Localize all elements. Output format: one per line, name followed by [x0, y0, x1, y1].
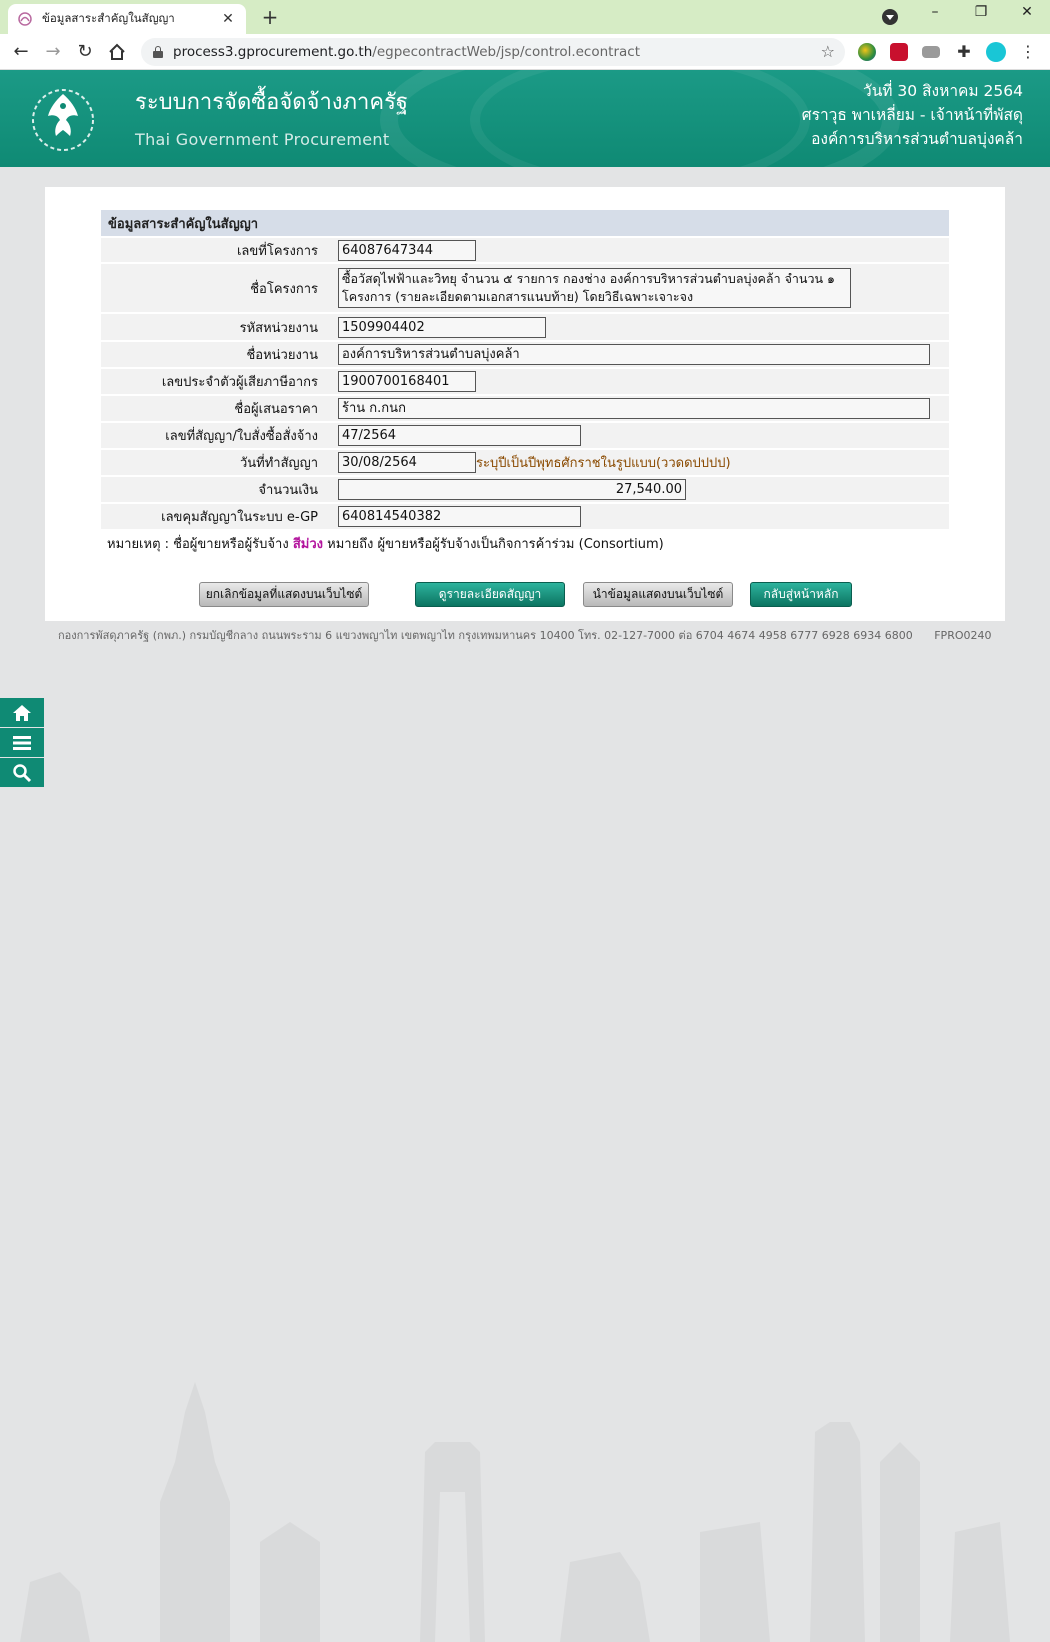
- publish-button[interactable]: นำข้อมูลแสดงบนเว็บไซต์: [583, 582, 733, 607]
- note-prefix: หมายเหตุ : ชื่อผู้ขายหรือผู้รับจ้าง: [107, 537, 289, 552]
- project-number-field[interactable]: 64087647344: [338, 240, 476, 261]
- bidder-name-field[interactable]: ร้าน ก.กนก: [338, 398, 930, 419]
- agency-name-field[interactable]: องค์การบริหารส่วนตำบลบุ่งคล้า: [338, 344, 930, 365]
- browser-menu-icon[interactable]: ⋮: [1020, 42, 1036, 61]
- url-host: process3.gprocurement.go.th: [173, 44, 373, 60]
- view-contract-button[interactable]: ดูรายละเอียดสัญญา: [415, 582, 565, 607]
- extension-globe-icon[interactable]: [858, 43, 876, 61]
- egp-control-number-field[interactable]: 640814540382: [338, 506, 581, 527]
- search-icon: [12, 763, 32, 783]
- page-code: FPRO0240: [934, 629, 992, 642]
- contract-number-field[interactable]: 47/2564: [338, 425, 581, 446]
- background-temple-silhouette: [0, 1382, 1050, 1642]
- footer: [58, 626, 992, 644]
- agency-name-label: ชื่อหน่วยงาน: [101, 342, 327, 367]
- table-row: [101, 450, 949, 475]
- table-row: [101, 504, 949, 529]
- egp-control-number-label: เลขคุมสัญญาในระบบ e-GP: [101, 504, 327, 529]
- tab-search-button[interactable]: [882, 9, 898, 25]
- menu-icon: [12, 735, 32, 751]
- side-home-button[interactable]: [0, 698, 44, 727]
- table-row: [101, 342, 949, 367]
- extensions-puzzle-icon[interactable]: ✚: [957, 42, 971, 61]
- banner-pattern-inner: [470, 70, 810, 167]
- table-row: [101, 369, 949, 394]
- form-header-row: [101, 210, 949, 236]
- browser-toolbar: [0, 34, 1050, 70]
- extension-red-icon[interactable]: [890, 43, 908, 61]
- contract-number-label: เลขที่สัญญา/ใบสั่งซื้อสั่งจ้าง: [101, 423, 327, 448]
- restore-button[interactable]: ❐: [974, 4, 988, 20]
- system-title: ระบบการจัดซื้อจัดจ้างภาครัฐ: [135, 90, 409, 115]
- back-icon[interactable]: ←: [13, 41, 29, 62]
- minimize-button[interactable]: –: [931, 4, 939, 20]
- profile-avatar[interactable]: [986, 42, 1006, 62]
- back-home-button[interactable]: กลับสู่หน้าหลัก: [750, 582, 852, 607]
- current-date: วันที่ 30 สิงหาคม 2564: [862, 82, 1023, 100]
- browser-tab[interactable]: [8, 4, 246, 34]
- table-row: [101, 264, 949, 312]
- reload-icon[interactable]: ↻: [77, 41, 93, 62]
- url-path: /egpecontractWeb/jsp/control.econtract: [372, 44, 640, 60]
- agency-code-field[interactable]: 1509904402: [338, 317, 546, 338]
- organization-name: องค์การบริหารส่วนตำบลบุ่งคล้า: [811, 130, 1023, 148]
- table-row: [101, 314, 949, 340]
- tab-title: ข้อมูลสาระสำคัญในสัญญา: [42, 11, 175, 25]
- note-suffix: หมายถึง ผู้ขายหรือผู้รับจ้างเป็นกิจการค้าร่วม (Consortium): [327, 537, 664, 552]
- tab-close-icon[interactable]: ✕: [222, 11, 234, 27]
- lock-icon: [153, 46, 163, 58]
- table-row: [101, 396, 949, 421]
- user-name: ศราวุธ พาเหลี่ยม - เจ้าหน้าที่พัสดุ: [801, 106, 1023, 124]
- browser-tab-strip: [0, 0, 1050, 34]
- side-search-button[interactable]: [0, 758, 44, 787]
- forward-icon[interactable]: →: [45, 41, 61, 62]
- contract-info-table: [101, 208, 949, 531]
- project-name-label: ชื่อโครงการ: [101, 264, 327, 312]
- amount-field[interactable]: 27,540.00: [338, 479, 686, 500]
- bookmark-star-icon[interactable]: ☆: [820, 42, 835, 61]
- site-header: [0, 70, 1050, 167]
- home-icon: [12, 704, 32, 722]
- tax-id-label: เลขประจำตัวผู้เสียภาษีอากร: [101, 369, 327, 394]
- agency-code-label: รหัสหน่วยงาน: [101, 314, 327, 340]
- home-browser-icon[interactable]: [105, 40, 129, 64]
- extension-gray-icon[interactable]: [922, 46, 940, 58]
- amount-label: จำนวนเงิน: [101, 477, 327, 502]
- address-bar[interactable]: [141, 38, 845, 66]
- comptroller-garuda-logo-icon: [30, 86, 96, 154]
- contract-date-field[interactable]: 30/08/2564: [338, 452, 476, 473]
- close-window-button[interactable]: ✕: [1021, 4, 1033, 20]
- cancel-display-button[interactable]: ยกเลิกข้อมูลที่แสดงบนเว็บไซต์: [199, 582, 369, 607]
- project-name-textarea[interactable]: ซื้อวัสดุไฟฟ้าและวิทยุ จำนวน ๕ รายการ กองช่าง องค์การบริหารส่วนตำบลบุ่งคล้า จำนวน ๑ โครงการ (รายละเอียดตามเอกสารแนบท้าย) โดยวิธีเฉพาะเจาะจง: [338, 268, 851, 308]
- table-row: [101, 238, 949, 262]
- project-number-label: เลขที่โครงการ: [101, 238, 327, 262]
- bidder-name-label: ชื่อผู้เสนอราคา: [101, 396, 327, 421]
- contract-date-label: วันที่ทำสัญญา: [101, 450, 327, 475]
- contract-info-panel: [45, 187, 1005, 621]
- table-row: [101, 423, 949, 448]
- form-title: ข้อมูลสาระสำคัญในสัญญา: [101, 210, 949, 236]
- new-tab-button[interactable]: +: [261, 5, 279, 29]
- consortium-note: [107, 533, 664, 554]
- table-row: [101, 477, 949, 502]
- tax-id-field[interactable]: 1900700168401: [338, 371, 476, 392]
- site-favicon-icon: [18, 12, 32, 26]
- system-subtitle: Thai Government Procurement: [135, 130, 390, 149]
- side-menu-button[interactable]: [0, 728, 44, 757]
- note-purple-highlight: สีม่วง: [292, 537, 323, 552]
- footer-address: กองการพัสดุภาครัฐ (กพภ.) กรมบัญชีกลาง ถนนพระราม 6 แขวงพญาไท เขตพญาไท กรุงเทพมหานคร 10400 โทร. 02-127-7000 ต่อ 6704 4674 4958 6777 6928 6934 6800: [58, 629, 913, 642]
- date-format-hint: ระบุปีเป็นปีพุทธศักราชในรูปแบบ(ววดดปปปป): [476, 456, 731, 471]
